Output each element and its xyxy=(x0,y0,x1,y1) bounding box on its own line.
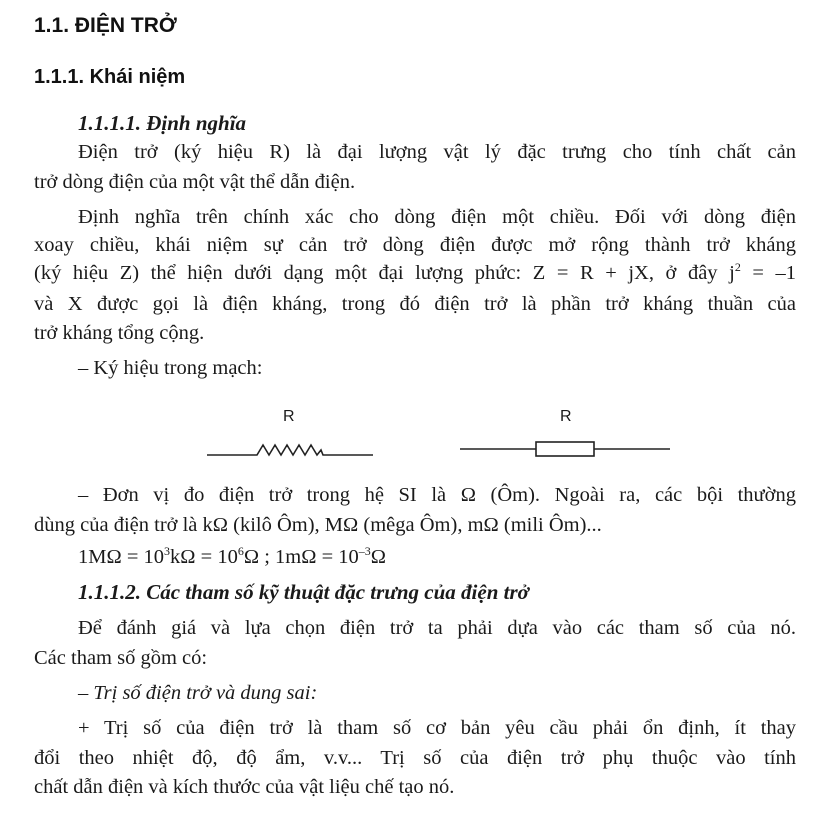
paragraph-line: Điện trở (ký hiệu R) là đại lượng vật lý đặc trưng cho tính chất cản xyxy=(78,141,796,163)
paragraph-line: trở dòng điện của một vật thể dẫn điện. xyxy=(34,171,356,193)
paragraph-line: Để đánh giá và lựa chọn điện trở ta phải dựa vào các tham số của nó. xyxy=(78,617,796,639)
paragraph-line: Định nghĩa trên chính xác cho dòng điện một chiều. Đối với dòng điện xyxy=(78,206,796,228)
resistor-box-icon xyxy=(460,408,672,468)
text-run: (ký hiệu Z) thể hiện dưới dạng một đại lượng phức: Z = R + jX, ở đây j xyxy=(34,262,735,284)
section-title-definition: 1.1.1.1. Định nghĩa xyxy=(78,111,247,135)
resistor-box-symbol xyxy=(460,408,672,468)
section-title-parameters: 1.1.1.2. Các tham số kỹ thuật đặc trưng của điện trở xyxy=(78,580,529,604)
paragraph-line: + Trị số của điện trở là tham số cơ bản yêu cầu phải ổn định, ít thay xyxy=(78,717,796,739)
resistor-zigzag-symbol xyxy=(205,408,375,468)
superscript: 2 xyxy=(734,260,741,274)
list-item-title: – Trị số điện trở và dung sai: xyxy=(78,682,318,704)
text-run: kΩ = 10 xyxy=(170,546,238,568)
superscript: 3 xyxy=(164,544,171,558)
paragraph-line: dùng của điện trở là kΩ (kilô Ôm), MΩ (mêga Ôm), mΩ (mili Ôm)... xyxy=(34,514,602,536)
symbol-label: R xyxy=(560,408,572,425)
text-run: 1MΩ = 10 xyxy=(78,546,165,568)
symbol-caption: – Ký hiệu trong mạch: xyxy=(78,357,263,379)
paragraph-line xyxy=(34,260,797,284)
heading-2: 1.1.1. Khái niệm xyxy=(34,66,186,88)
text-run: = –1 xyxy=(740,262,797,284)
text-run: Ω xyxy=(370,546,387,568)
paragraph-line: chất dẫn điện và kích thước của vật liệu chế tạo nó. xyxy=(34,776,455,798)
heading-1: 1.1. ĐIỆN TRỞ xyxy=(34,14,177,37)
text-run: Ω ; 1mΩ = 10 xyxy=(243,546,359,568)
superscript: –3 xyxy=(358,544,371,558)
resistor-zigzag-icon xyxy=(205,408,375,468)
paragraph-line: trở kháng tổng cộng. xyxy=(34,322,205,344)
paragraph-line: và X được gọi là điện kháng, trong đó điện trở là phần trở kháng thuần của xyxy=(34,293,796,315)
paragraph-line: Các tham số gồm có: xyxy=(34,647,208,669)
paragraph-line: đổi theo nhiệt độ, độ ẩm, v.v... Trị số của điện trở phụ thuộc vào tính xyxy=(34,747,796,769)
superscript: 6 xyxy=(237,544,244,558)
unit-equation xyxy=(78,544,387,568)
symbol-label: R xyxy=(283,408,295,425)
paragraph-line: – Đơn vị đo điện trở trong hệ SI là Ω (Ôm). Ngoài ra, các bội thường xyxy=(78,484,796,506)
paragraph-line: xoay chiều, khái niệm sự cản trở dòng điện được mở rộng thành trở kháng xyxy=(34,234,796,256)
